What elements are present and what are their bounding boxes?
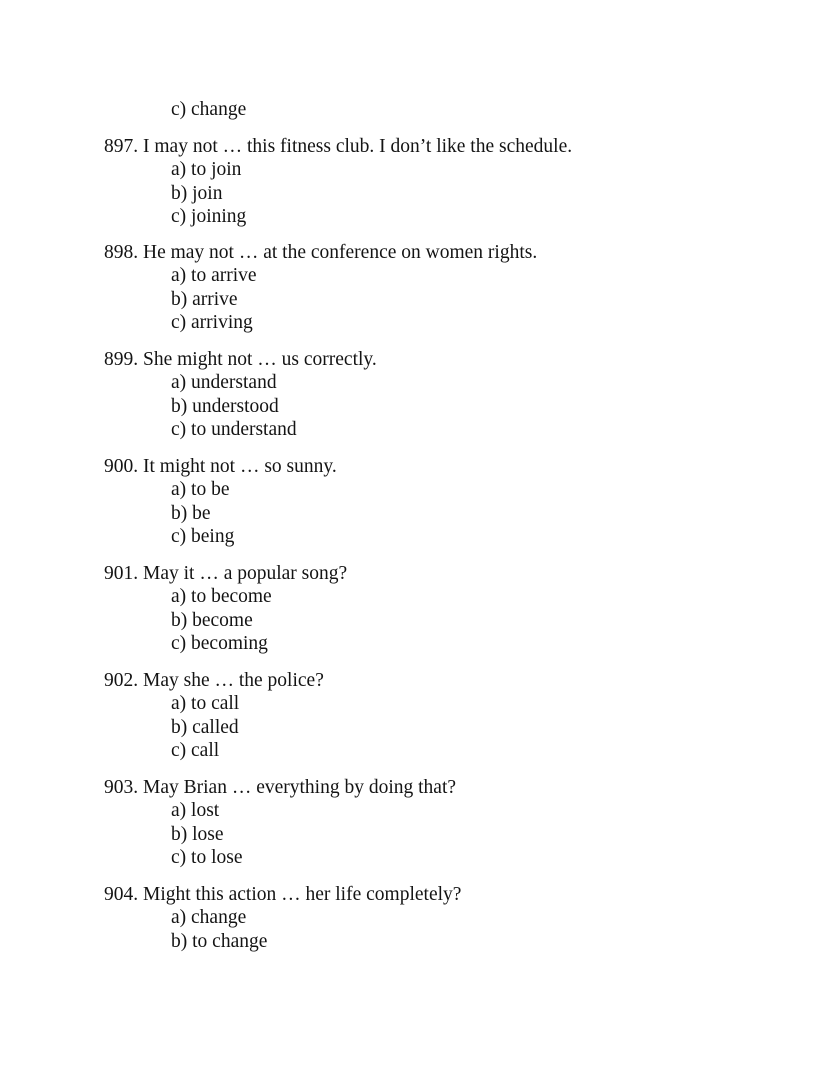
option-a: a) understand [171, 372, 277, 394]
question-text: May Brian … everything by doing that? [143, 777, 457, 798]
option-list [171, 158, 572, 228]
question-899 [104, 348, 377, 442]
question-stem [104, 669, 324, 692]
question-number: 898. [104, 242, 139, 263]
question-text: She might not … us correctly. [143, 349, 377, 370]
question-number: 904. [104, 884, 139, 905]
option-a: a) lost [171, 800, 220, 822]
question-898 [104, 241, 537, 335]
option-c: c) arriving [171, 312, 253, 334]
option-c: c) to lose [171, 847, 243, 869]
option-list [171, 906, 461, 953]
question-text: I may not … this fitness club. I don’t like the schedule. [143, 136, 573, 157]
question-number: 903. [104, 777, 139, 798]
option-a: a) change [171, 907, 247, 929]
option-b: b) lose [171, 823, 224, 845]
option-list [171, 264, 537, 334]
question-number: 900. [104, 456, 139, 477]
option-a: a) to call [171, 693, 240, 715]
question-text: Might this action … her life completely? [143, 884, 462, 905]
question-stem [104, 241, 537, 264]
question-903 [104, 776, 456, 870]
question-number: 897. [104, 136, 139, 157]
question-number: 899. [104, 349, 139, 370]
question-number: 901. [104, 563, 139, 584]
question-stem [104, 348, 377, 371]
option-a: a) to be [171, 479, 230, 501]
option-a: a) to arrive [171, 265, 257, 287]
carryover-option: c) change [171, 99, 247, 120]
option-b: b) join [171, 182, 223, 204]
option-a: a) to become [171, 586, 272, 608]
question-number: 902. [104, 670, 139, 691]
option-b: b) called [171, 716, 239, 738]
question-text: He may not … at the conference on women rights. [143, 242, 538, 263]
option-c: c) being [171, 526, 235, 548]
question-stem [104, 455, 337, 478]
option-c: c) becoming [171, 633, 268, 655]
option-c: c) call [171, 740, 220, 762]
question-904 [104, 883, 461, 953]
option-c: c) to understand [171, 419, 297, 441]
option-list [171, 585, 347, 655]
option-list [171, 692, 324, 762]
question-text: May she … the police? [143, 670, 324, 691]
option-a: a) to join [171, 159, 242, 181]
option-c: c) joining [171, 206, 247, 228]
option-b: b) become [171, 609, 253, 631]
option-b: b) understood [171, 395, 279, 417]
question-stem [104, 562, 347, 585]
option-list [171, 371, 377, 441]
question-stem [104, 776, 456, 799]
question-stem [104, 135, 572, 158]
option-b: b) arrive [171, 288, 238, 310]
question-897 [104, 135, 572, 229]
option-b: b) to change [171, 930, 268, 952]
question-902 [104, 669, 324, 763]
question-text: May it … a popular song? [143, 563, 348, 584]
question-901 [104, 562, 347, 656]
question-stem [104, 883, 461, 906]
question-900 [104, 455, 337, 549]
question-text: It might not … so sunny. [143, 456, 337, 477]
option-list [171, 799, 456, 869]
option-b: b) be [171, 502, 211, 524]
option-list [171, 478, 337, 548]
